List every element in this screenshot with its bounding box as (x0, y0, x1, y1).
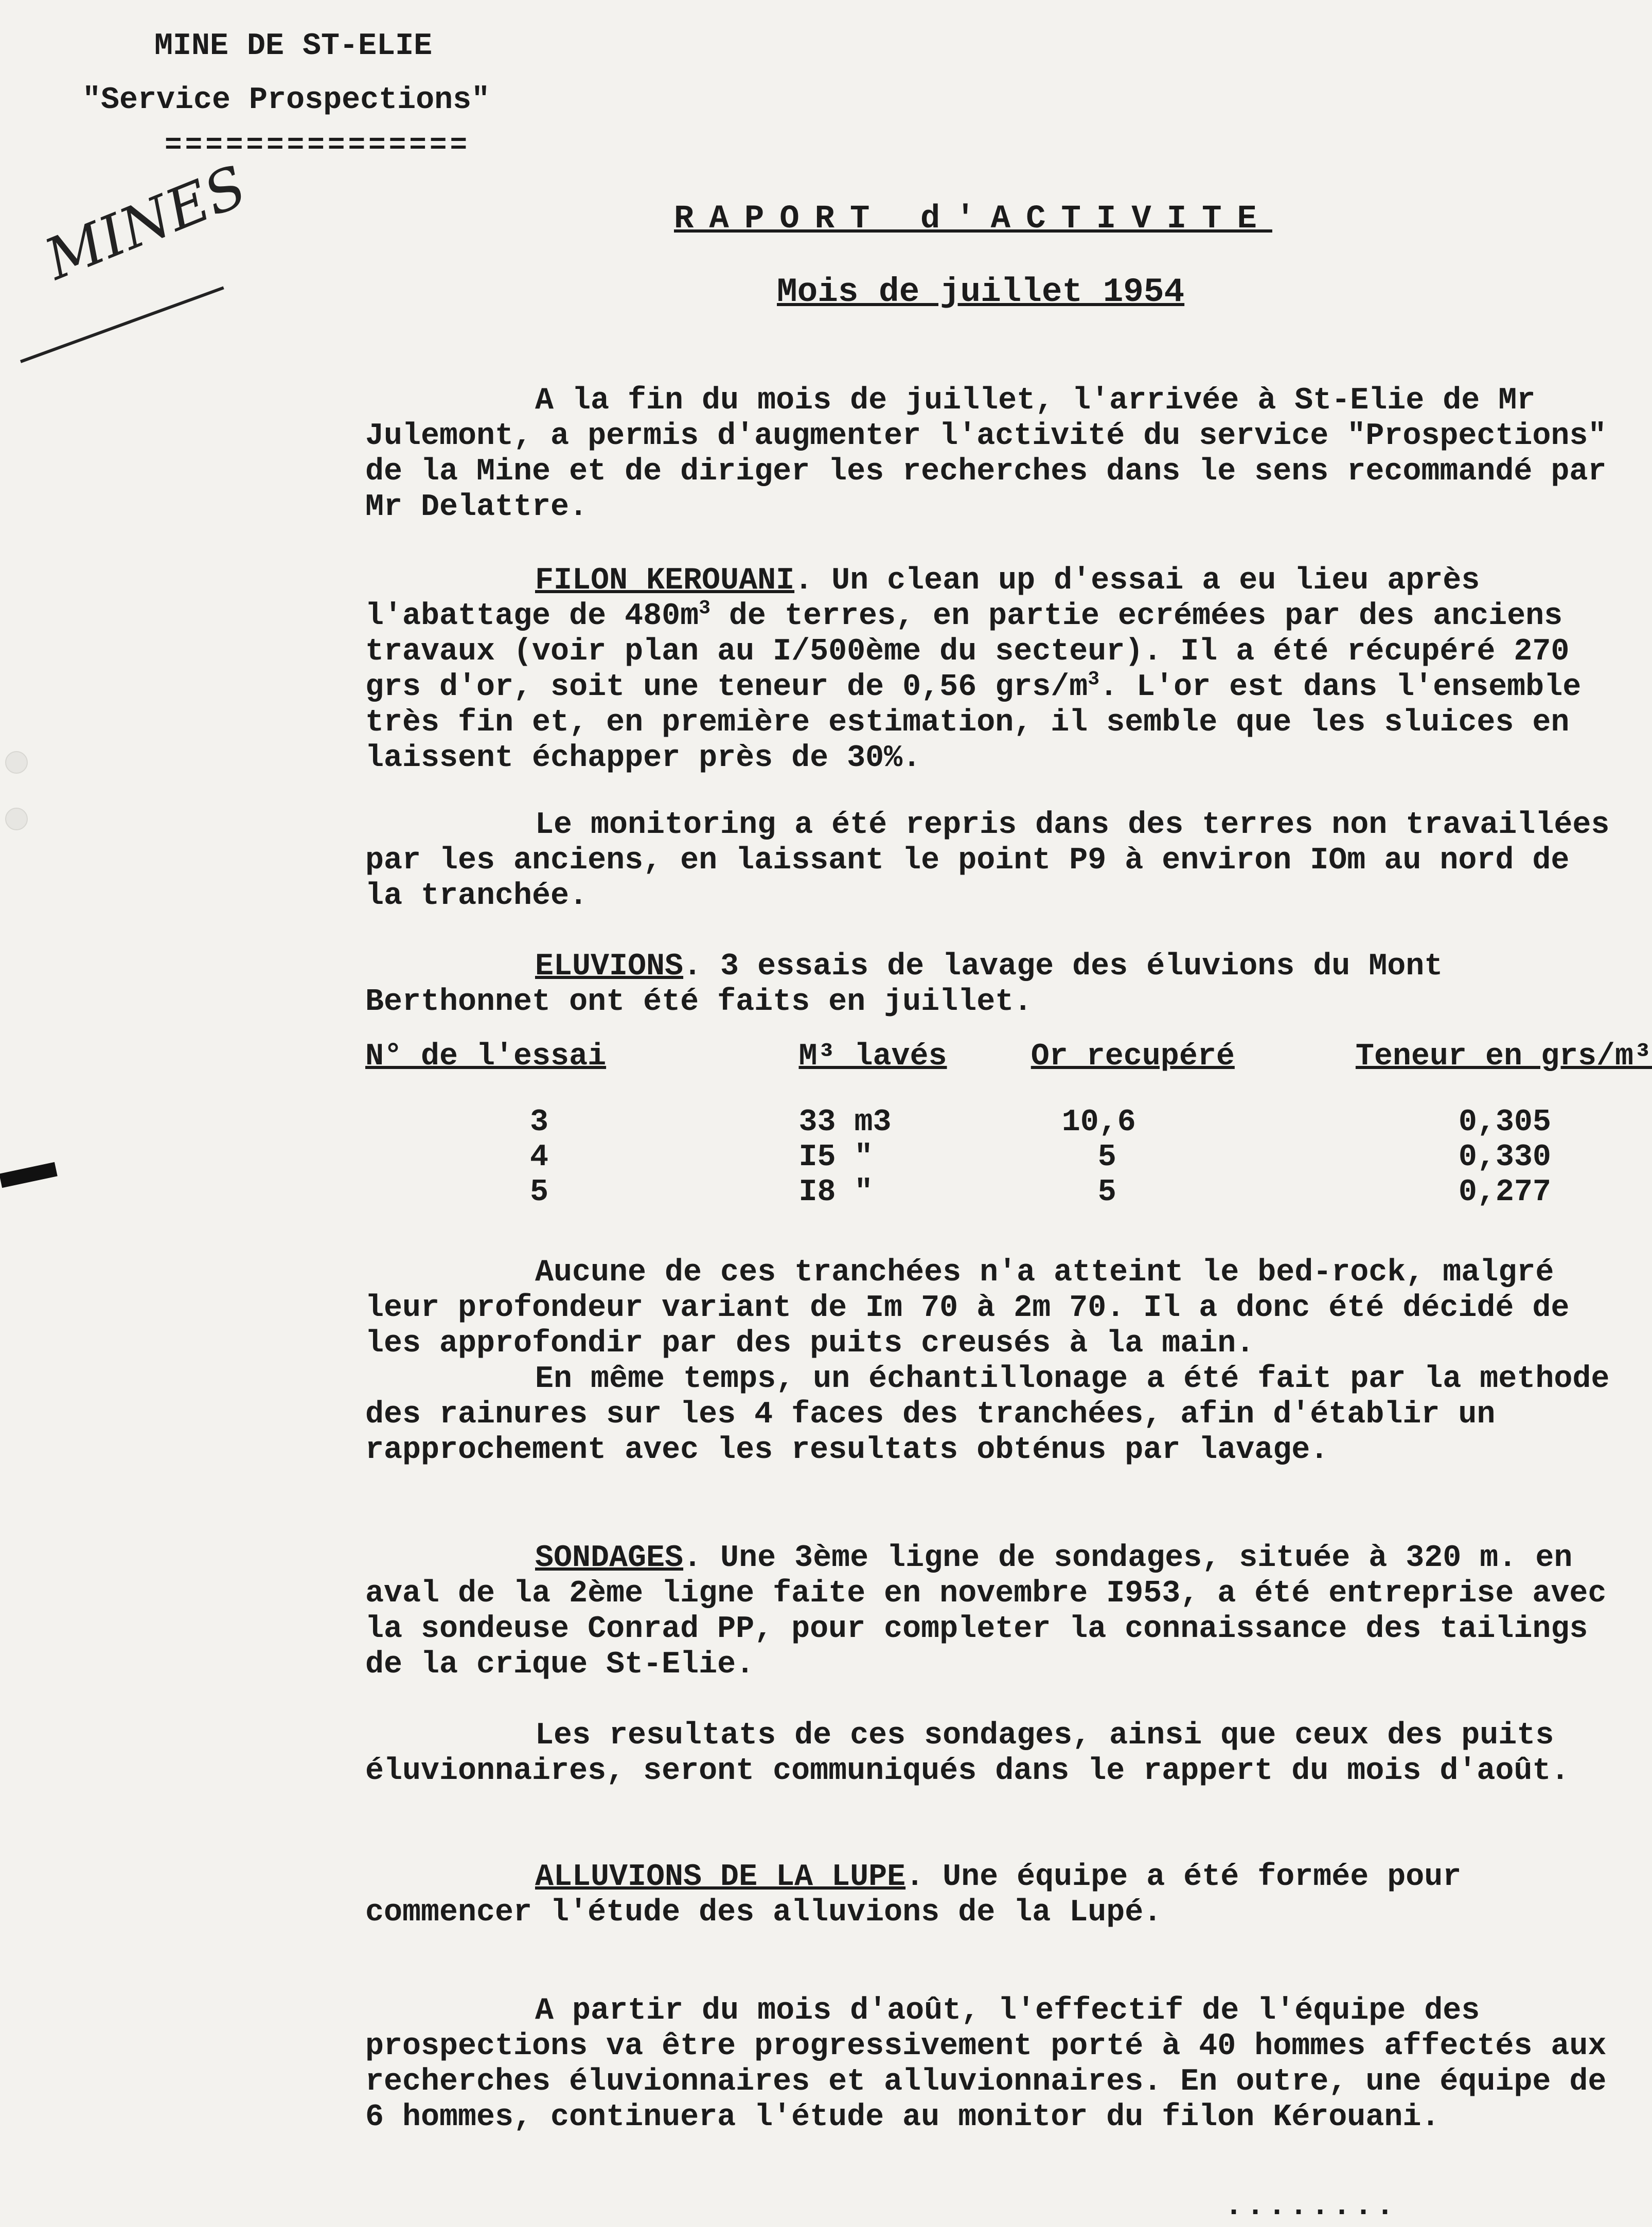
sondages-section (365, 1541, 1610, 1683)
alluvions-text: . Une équipe a été formée pour commencer l'étude des alluvions de la Lupé. (365, 1860, 1462, 1930)
header-service: "Service Prospections" (82, 83, 490, 118)
handwritten-stroke (20, 287, 224, 363)
bedrock-paragraph (365, 1255, 1610, 1468)
table-row (365, 1175, 1652, 1210)
eluvions-heading: ELUVIONS (535, 949, 684, 984)
filon-text-b: de terres, en partie ecrémées par des anciens travaux (voir plan au I/500ème du secteur). Il a été récupéré 270 grs d'or, soit une teneur de 0,56 grs/m (365, 599, 1570, 705)
report-title: RAPORT d'ACTIVITE (674, 201, 1272, 238)
table-row (365, 1140, 1652, 1175)
continuation-dots: ........ (1224, 2189, 1398, 2224)
results-paragraph (365, 1718, 1610, 1789)
table-cell: 10,6 (1061, 1105, 1136, 1140)
intro-text: A la fin du mois de juillet, l'arrivée à St-Elie de Mr Julemont, a permis d'augmenter l'activité du service "Prospections" de la Mine et de diriger les recherches dans le sens recommandé par Mr Delattre. (365, 383, 1607, 525)
column-header: Or recupéré (1031, 1039, 1235, 1074)
filon-section (365, 563, 1610, 776)
alluvions-heading: ALLUVIONS DE LA LUPE (535, 1860, 906, 1895)
closing-paragraph (365, 1993, 1610, 2135)
filon-text-c: . L'or est dans l'ensemble très fin et, en première estimation, il semble que les sluices en laissent échapper près de 30%. (365, 670, 1582, 776)
assay-table (365, 1039, 1652, 1210)
alluvions-section (365, 1860, 1610, 1931)
sampling-text: En même temps, un échantillonage a été fait par la methode des rainures sur les 4 faces des tranchées, afin d'établir un rapprochement avec les resultats obténus par lavage. (365, 1362, 1610, 1468)
column-header: M³ lavés (798, 1039, 947, 1074)
table-cell: I5 " (798, 1140, 873, 1175)
report-subtitle: Mois de juillet 1954 (777, 273, 1185, 311)
table-cell: 33 m3 (798, 1105, 892, 1140)
column-header: N° de l'essai (365, 1039, 607, 1074)
table-cell: 0,330 (1458, 1140, 1551, 1175)
intro-paragraph (365, 383, 1610, 525)
results-text: Les resultats de ces sondages, ainsi que ceux des puits éluvionnaires, seront communiqués dans le rappert du mois d'août. (365, 1718, 1570, 1789)
punch-hole (5, 751, 28, 774)
table-cell: 4 (530, 1140, 549, 1175)
filon-text-a: . Un clean up d'essai a eu lieu après l'abattage de 480m (365, 563, 1480, 634)
table-cell: 5 (530, 1175, 549, 1210)
margin-ink-mark (0, 1162, 58, 1188)
table-cell: 0,277 (1458, 1175, 1551, 1210)
filon-sup-a: 3 (699, 597, 710, 619)
sondages-text: . Une 3ème ligne de sondages, située à 320 m. en aval de la 2ème ligne faite en novembre I953, a été entreprise avec la sondeuse Conrad PP, pour completer la connaissance des tailings de la crique St-Elie. (365, 1541, 1607, 1682)
closing-text: A partir du mois d'août, l'effectif de l'équipe des prospections va être progressivement porté à 40 hommes affectés aux recherches éluvionnaires et alluvionnaires. En outre, une équipe de 6 hommes, continuera l'étude au monitor du filon Kérouani. (365, 1993, 1607, 2135)
filon-sup-b: 3 (1088, 668, 1100, 690)
header-mine-name: MINE DE ST-ELIE (154, 29, 433, 64)
table-cell: I8 " (798, 1175, 873, 1210)
punch-hole (5, 808, 28, 830)
handwritten-note: MINES (36, 153, 256, 293)
table-row (365, 1105, 1652, 1140)
monitoring-paragraph (365, 808, 1610, 914)
table-cell: 5 (1097, 1140, 1116, 1175)
assay-table-header (365, 1039, 1652, 1105)
table-cell: 3 (530, 1105, 549, 1140)
eluvions-section (365, 949, 1610, 1020)
header-underline: =============== (165, 129, 471, 162)
monitoring-text: Le monitoring a été repris dans des terres non travaillées par les anciens, en laissant le point P9 à environ IOm au nord de la tranchée. (365, 808, 1610, 914)
sondages-heading: SONDAGES (535, 1541, 684, 1576)
filon-heading: FILON KEROUANI (535, 563, 795, 598)
table-cell: 5 (1097, 1175, 1116, 1210)
column-header: Teneur en grs/m³ (1355, 1039, 1652, 1074)
table-cell: 0,305 (1458, 1105, 1551, 1140)
bedrock-text: Aucune de ces tranchées n'a atteint le bed-rock, malgré leur profondeur variant de Im 70 à 2m 70. Il a donc été décidé de les approfondir par des puits creusés à la main. (365, 1255, 1570, 1361)
eluvions-text: . 3 essais de lavage des éluvions du Mont Berthonnet ont été faits en juillet. (365, 949, 1443, 1020)
